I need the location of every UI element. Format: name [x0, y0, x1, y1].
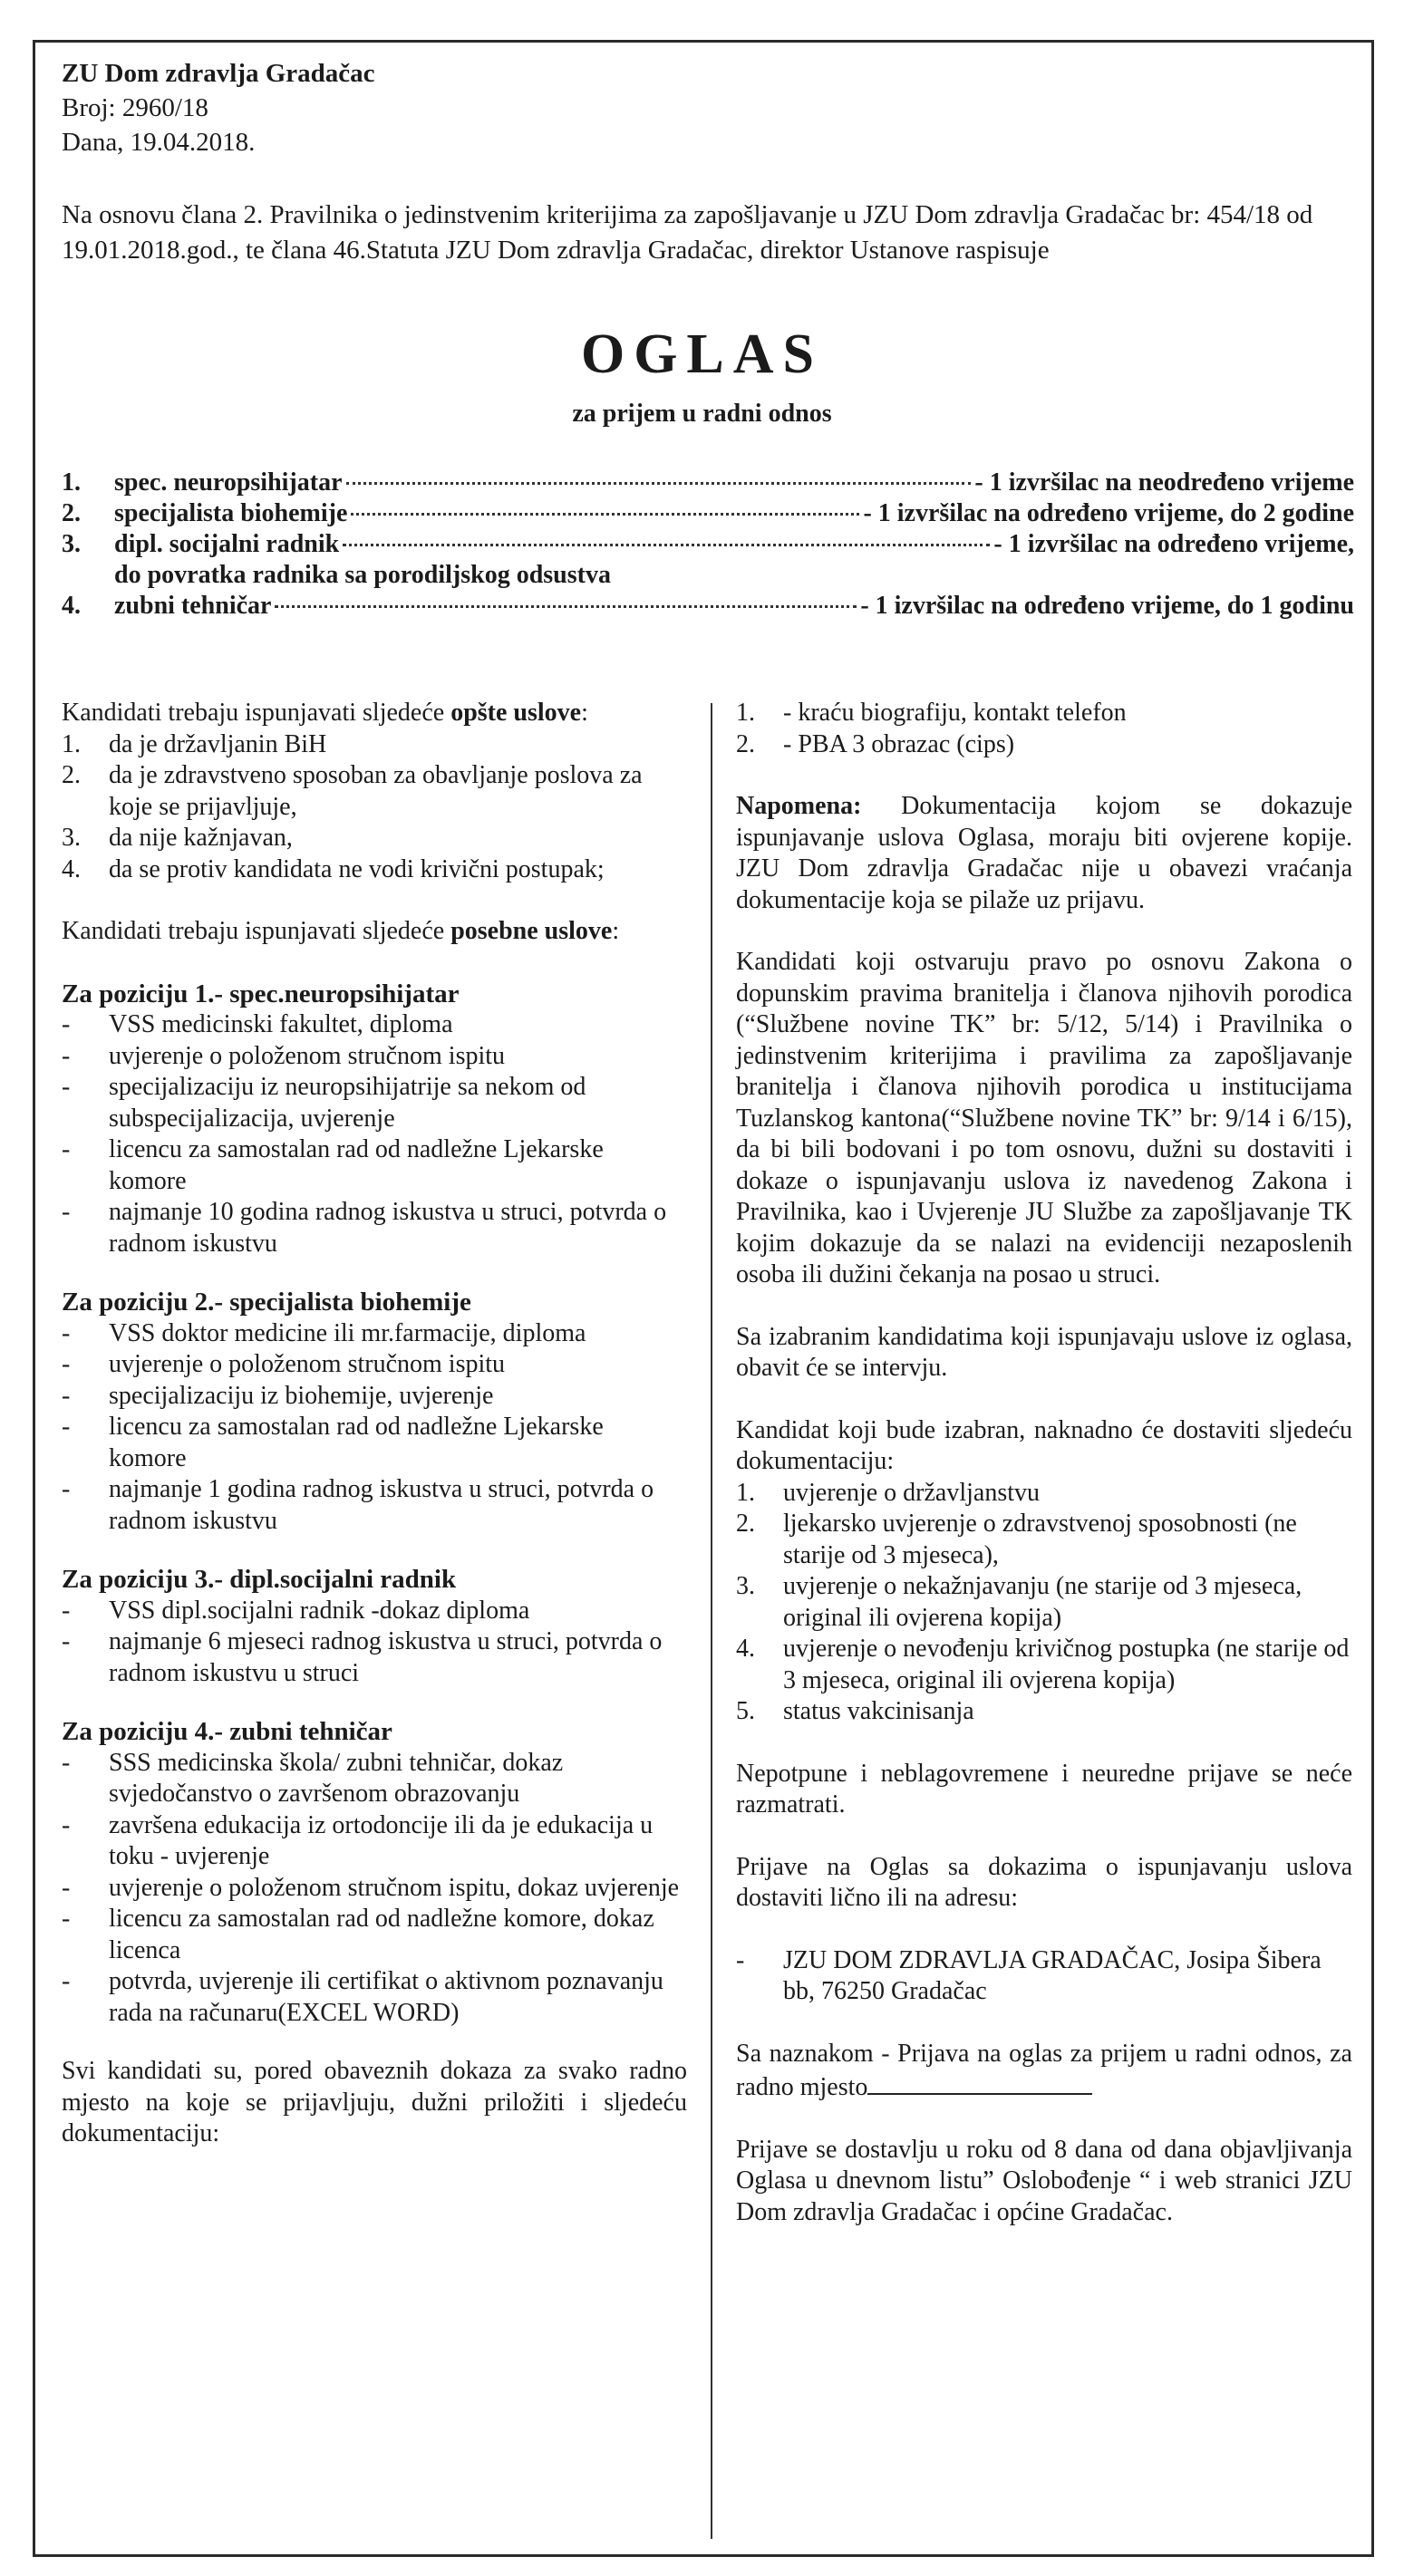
note-paragraph — [736, 791, 1352, 916]
incomplete-paragraph: Nepotpune i neblagovremene i neuredne prijave se neće razmatrati. — [736, 1759, 1352, 1819]
list-item: - potvrda, uvjerenje ili certifikat o aktivnom poznavanju rada na računaru(EXCEL WORD) — [62, 1967, 663, 2027]
position-number: 2. — [62, 499, 81, 527]
list-item: - licencu za samostalan rad od nadležne Ljekarske komore — [62, 1135, 604, 1195]
list-item: - najmanje 1 godina radnog iskustva u struci, potvrda o radnom iskustvu — [62, 1475, 654, 1535]
position-term: - 1 izvršilac na određeno vrijeme, — [993, 530, 1354, 558]
list-item: - licencu za samostalan rad od nadležne Ljekarske komore — [62, 1413, 604, 1472]
right-column — [736, 698, 1352, 2228]
special-intro-end: : — [612, 917, 620, 945]
special-conditions-intro — [62, 916, 687, 948]
note-label: Napomena: — [736, 792, 862, 820]
position-name: specijalista biohemije — [114, 499, 348, 527]
position-row — [62, 498, 1354, 529]
veterans-paragraph: Kandidati koji ostvaruju pravo po osnovu Zakona o dopunskim pravima branitelja i članova njihovih porodica (“Službene novine TK” br: 5/12, 5/14) i Pravilnika o jedinstvenim kriterijima i pravilima za zapošljavanje branitelja i članova njihovih porodica u institucijama Tuzlanskog kantona(“Službene novine TK” br: 9/14 i 6/15), da bi bili bodovani i po tom osnovu, dužni su dostaviti i dokaze o ispunjavanju uslova iz navedenog Zakona i Pravilnika, kao i Uvjerenje JU Službe za zapošljavanje TK kojim dokazuje da se nalazi na evidenciji nezaposlenih osoba ili dužini čekanja na posao u struci. — [736, 948, 1352, 1288]
organization-name: ZU Dom zdravlja Gradačac — [62, 59, 375, 88]
list-item: - završena edukacija iz ortodoncije ili da je edukacija u toku - uvjerenje — [62, 1810, 654, 1870]
general-intro-end: : — [581, 699, 588, 727]
list-item: 4. uvjerenje o nevođenju krivičnog postupka (ne starije od 3 mjeseca, original ili ovjerena kopija) — [736, 1635, 1350, 1694]
position-row — [62, 529, 1354, 560]
special-intro-text: Kandidati trebaju ispunjavati sljedeće — [62, 917, 445, 945]
requirement-list — [62, 1318, 687, 1538]
dot-leader — [275, 605, 857, 608]
list-item: 4. da se protiv kandidata ne vodi krivični postupak; — [62, 854, 605, 883]
selected-docs-list — [736, 1478, 1352, 1728]
requirement-heading: Za poziciju 2.- specijalista biohemije — [62, 1288, 471, 1317]
position-number: 3. — [62, 530, 81, 558]
requirement-list — [62, 1009, 687, 1259]
dot-leader — [346, 482, 972, 485]
mark-paragraph — [736, 2039, 1352, 2104]
document-date: Dana, 19.04.2018. — [62, 128, 256, 157]
general-intro-text: Kandidati trebaju ispunjavati sljedeće — [62, 699, 445, 727]
list-item: 3. da nije kažnjavan, — [62, 824, 293, 852]
list-item: - najmanje 10 godina radnog iskustva u struci, potvrda o radnom iskustvu — [62, 1198, 667, 1258]
position-row — [62, 468, 1354, 498]
list-item: - VSS medicinski fakultet, diploma — [62, 1010, 453, 1038]
general-conditions-list — [62, 729, 687, 886]
special-intro-bold: posebne uslove — [450, 917, 613, 945]
position-name: spec. neuropsihijatar — [114, 468, 343, 497]
document-header — [62, 56, 375, 159]
list-item: - najmanje 6 mjeseci radnog iskustva u struci, potvrda o radnom iskustvu u struci — [62, 1627, 663, 1687]
note-text: Dokumentacija kojom se dokazuje ispunjavanje uslova Oglasa, moraju biti ovjerene kopije. JZU Dom zdravlja Gradačac nije u obavezi vraćanja dokumentacije koja se pilaže uz prijavu. — [736, 792, 1352, 914]
list-item: - uvjerenje o položenom stručnom ispitu, dokaz uvjerenje — [62, 1873, 680, 1902]
list-item: - specijalizaciju iz neuropsihijatrije sa nekom od subspecijalizacija, uvjerenje — [62, 1073, 586, 1133]
page-subtitle: za prijem u radni odnos — [572, 400, 832, 428]
address-item: - JZU DOM ZDRAVLJA GRADAČAC, Josipa Šibera bb, 76250 Gradačac — [736, 1945, 1322, 2005]
page-title: OGLAS — [580, 323, 824, 385]
attachments-list — [736, 698, 1352, 760]
list-item: - SSS medicinska škola/ zubni tehničar, dokaz svjedočanstvo o završenom obrazovanju — [62, 1748, 564, 1808]
requirement-heading: Za poziciju 4.- zubni tehničar — [62, 1717, 392, 1746]
list-item: - uvjerenje o položenom stručnom ispitu — [62, 1350, 506, 1378]
deadline-paragraph: Prijave se dostavlju u roku od 8 dana od dana objavljivanja Oglasa u dnevnom listu” Oslobođenje “ i web stranici JZU Dom zdravlja Gradačac i općine Gradačac. — [736, 2135, 1352, 2226]
positions-list — [62, 468, 1354, 622]
requirement-list — [62, 1748, 687, 2030]
list-item: - specijalizaciju iz biohemije, uvjerenje — [62, 1381, 494, 1410]
selected-intro: Kandidat koji bude izabran, naknadno će dostaviti sljedeću dokumentaciju: — [736, 1415, 1352, 1475]
dot-leader — [343, 544, 990, 546]
document-number: Broj: 2960/18 — [62, 93, 208, 122]
list-item: - uvjerenje o položenom stručnom ispitu — [62, 1041, 506, 1070]
requirement-heading: Za poziciju 3.- dipl.socijalni radnik — [62, 1565, 457, 1594]
address-list — [736, 1945, 1352, 2008]
list-item: 5. status vakcinisanja — [736, 1697, 974, 1725]
submit-paragraph: Prijave na Oglas sa dokazima o ispunjavanju uslova dostaviti lično ili na adresu: — [736, 1852, 1352, 1912]
list-item: 2. da je zdravstveno sposoban za obavljanje poslova za koje se prijavljuje, — [62, 761, 643, 821]
mark-text: Sa naznakom - Prijava na oglas za prijem u radni odnos, za radno mjesto — [736, 2039, 1352, 2101]
position-name: dipl. socijalni radnik — [114, 530, 340, 558]
position-number: 4. — [62, 592, 81, 620]
list-item: 3. uvjerenje o nekažnjavanju (ne starije od 3 mjeseca, original ili ovjerena kopija) — [736, 1572, 1302, 1632]
interview-paragraph: Sa izabranim kandidatima koji ispunjavaju uslove iz oglasa, obavit će se intervju. — [736, 1322, 1352, 1382]
list-item: 1. da je državljanin BiH — [62, 729, 327, 758]
position-term: - 1 izvršilac na određeno vrijeme, do 2 godine — [863, 499, 1354, 527]
position-term: - 1 izvršilac na određeno vrijeme, do 1 godinu — [860, 592, 1354, 620]
all-candidates-paragraph: Svi kandidati su, pored obaveznih dokaza za svako radno mjesto na koje se prijavljuju, dužni priložiti i sljedeću dokumentaciju: — [62, 2057, 687, 2147]
position-number: 1. — [62, 468, 81, 497]
list-item: - VSS doktor medicine ili mr.farmacije, diploma — [62, 1318, 586, 1347]
list-item: 1. uvjerenje o državljanstvu — [736, 1478, 1041, 1507]
blank-line — [867, 2069, 1092, 2095]
position-name: zubni tehničar — [114, 592, 272, 620]
requirement-list — [62, 1596, 687, 1690]
list-item: 2. ljekarsko uvjerenje o zdravstvenoj sposobnosti (ne starije od 3 mjeseca), — [736, 1510, 1297, 1569]
list-item: - VSS dipl.socijalni radnik -dokaz diploma — [62, 1596, 530, 1625]
left-column — [62, 698, 687, 2150]
intro-paragraph: Na osnovu člana 2. Pravilnika o jedinstvenim kriterijima za zapošljavanje u JZU Dom zdravlja Gradačac br: 454/18 od 19.01.2018.god., te člana 46.Statuta JZU Dom zdravlja Gradačac, direktor Ustanove raspisuje — [62, 200, 1313, 265]
position-term: - 1 izvršilac na neodređeno vrijeme — [974, 468, 1354, 497]
column-divider — [711, 703, 712, 2539]
position-extra: do povratka radnika sa porodiljskog odsustva — [114, 561, 611, 589]
list-item: 1. - kraću biografiju, kontakt telefon — [736, 699, 1127, 727]
general-intro-bold: opšte uslove — [450, 699, 582, 727]
position-row — [62, 591, 1354, 622]
dot-leader — [351, 513, 859, 516]
list-item: - licencu za samostalan rad od nadležne komore, dokaz licenca — [62, 1905, 654, 1964]
requirement-heading: Za poziciju 1.- spec.neuropsihijatar — [62, 979, 460, 1008]
general-conditions-intro — [62, 698, 687, 729]
list-item: 2. - PBA 3 obrazac (cips) — [736, 729, 1015, 758]
